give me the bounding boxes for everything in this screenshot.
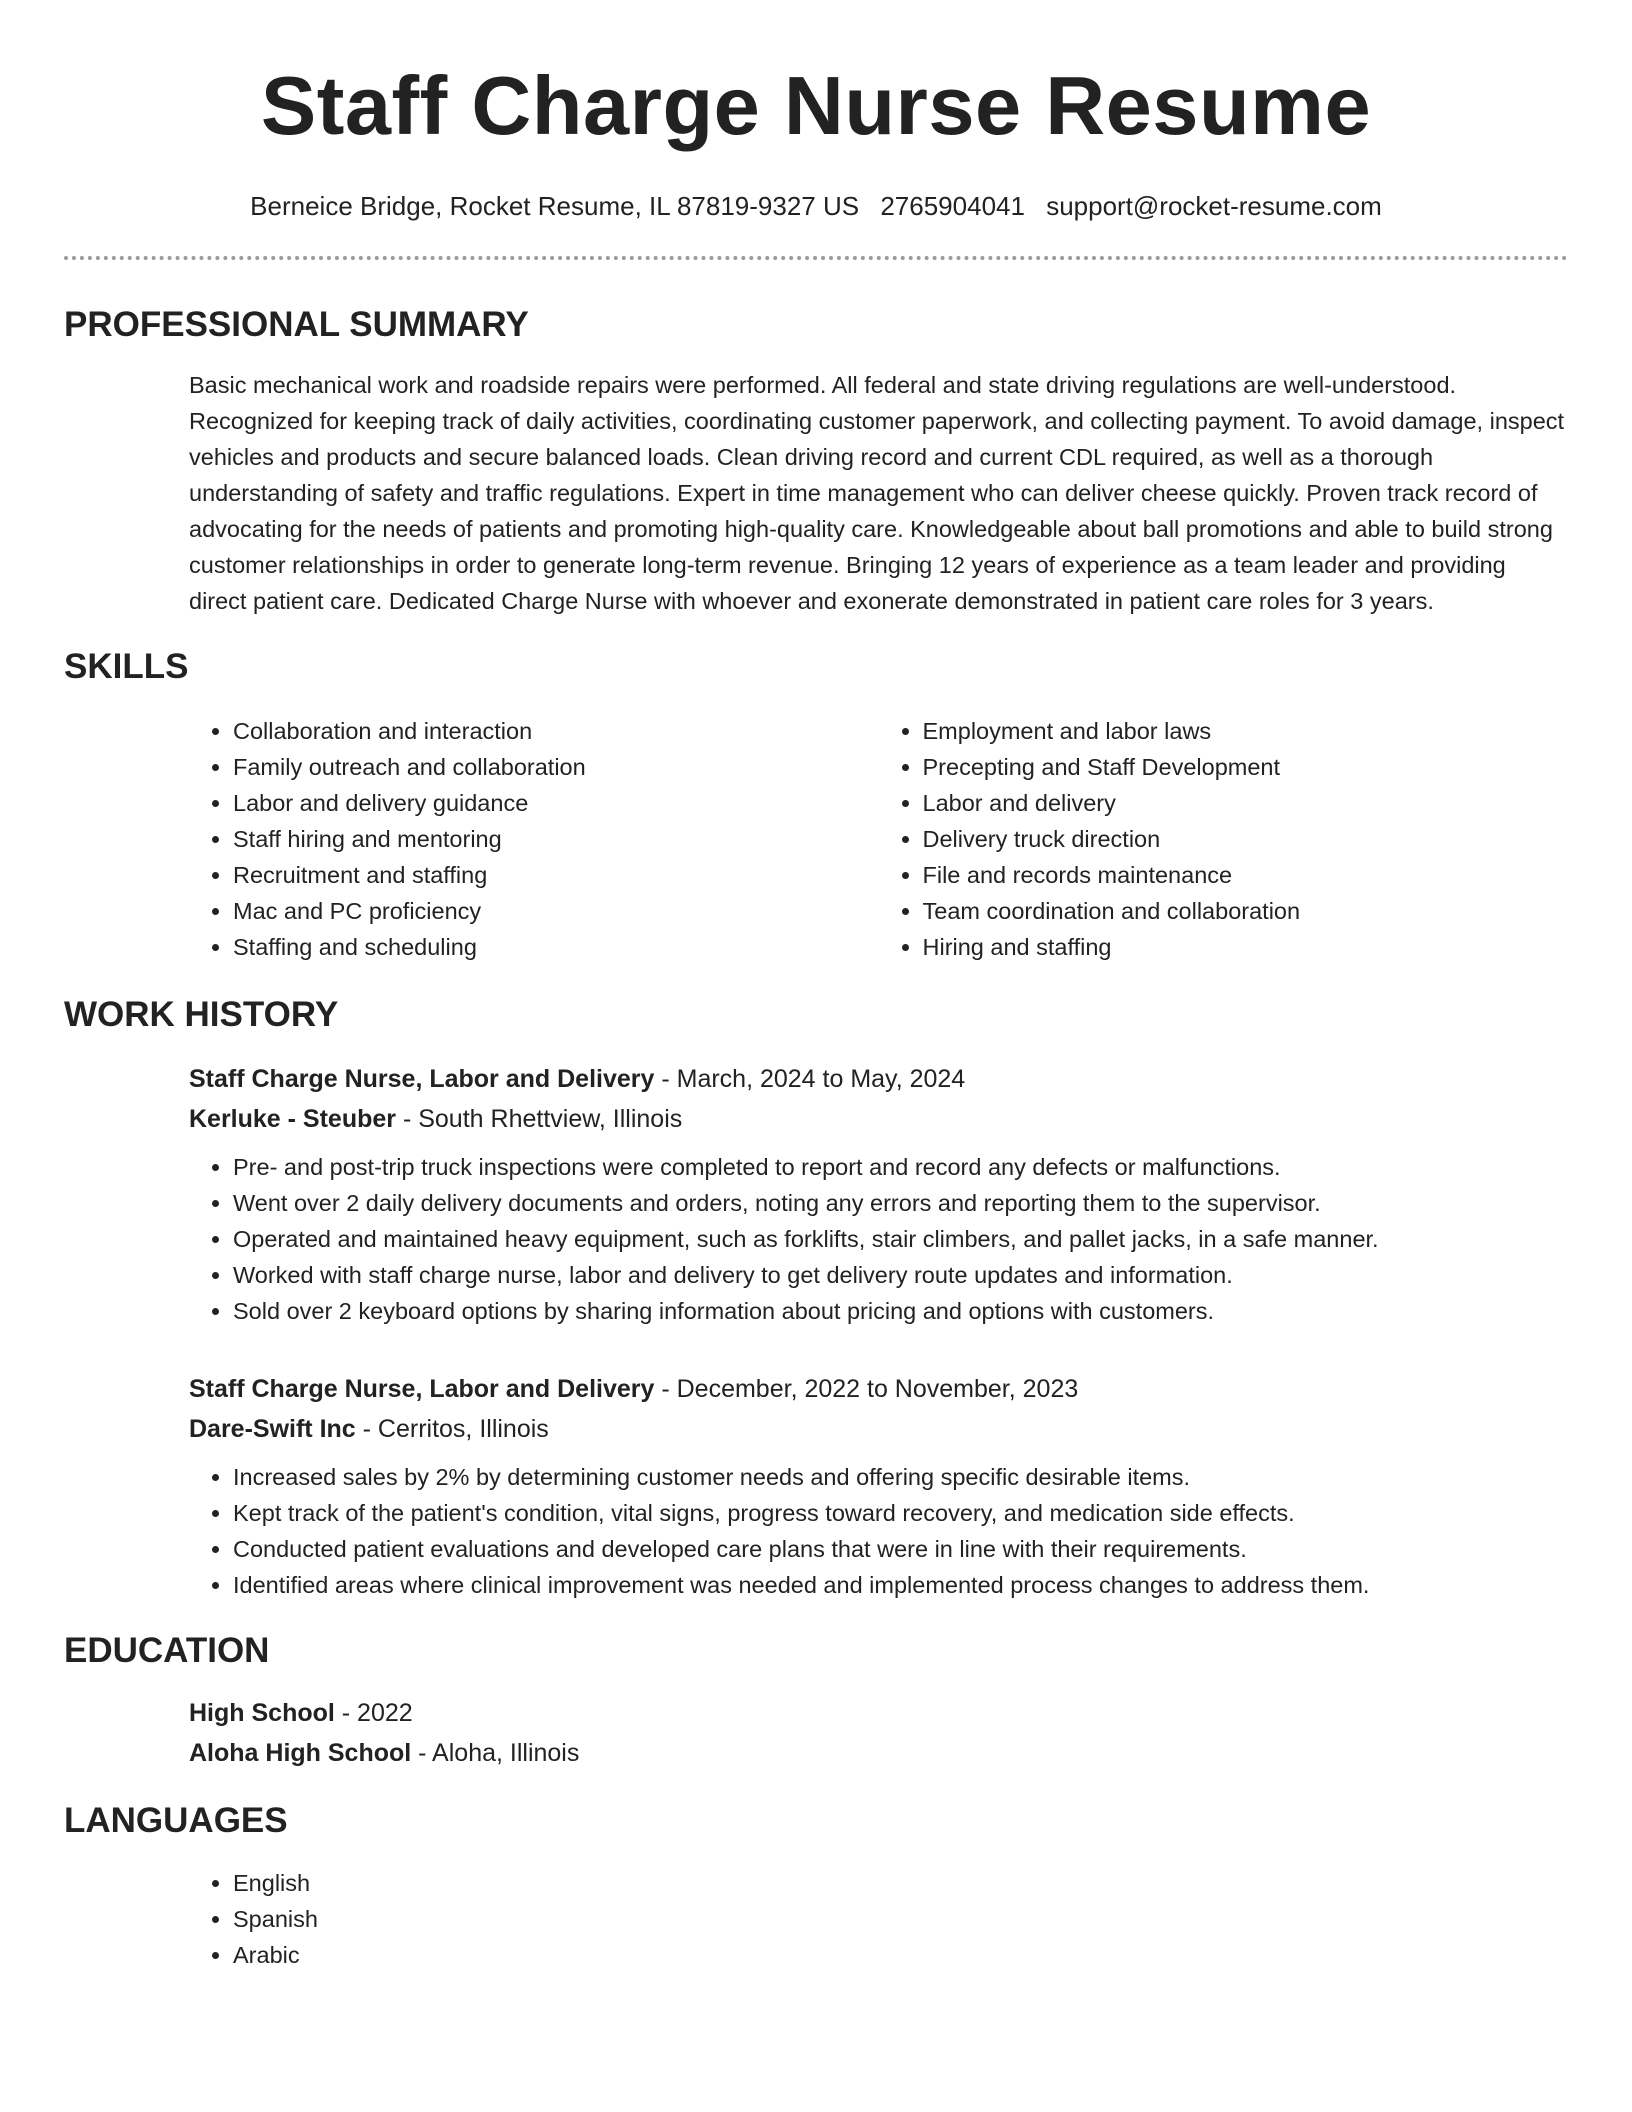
job-bullets xyxy=(189,1149,1568,1329)
job-bullet: • Sold over 2 keyboard options by sharing information about pricing and options with customers. xyxy=(233,1293,1568,1329)
job-title-line xyxy=(189,1059,1568,1099)
summary-text: Basic mechanical work and roadside repairs were performed. All federal and state driving regulations are well-understood. Recognized for keeping track of daily activities, coordinating customer paperwork, and collecting payment. To avoid damage, inspect vehicles and products and secure balanced loads. Clean driving record and current CDL required, as well as a thorough understanding of safety and traffic regulations. Expert in time management who can deliver cheese quickly. Proven track record of advocating for the needs of patients and promoting high-quality care. Knowledgeable about ball promotions and able to build strong customer relationships in order to generate long-term revenue. Bringing 12 years of experience as a team leader and providing direct patient care. Dedicated Charge Nurse with whoever and exonerate demonstrated in patient care roles for 3 years. xyxy=(189,372,1565,614)
job-bullet: • Identified areas where clinical improvement was needed and implemented process changes to address them. xyxy=(233,1567,1568,1603)
job-location: - Cerritos, Illinois xyxy=(355,1415,549,1443)
job-title-line xyxy=(189,1369,1568,1409)
education-location: - Aloha, Illinois xyxy=(411,1739,580,1767)
header-divider xyxy=(64,256,1568,260)
job-bullet: • Pre- and post-trip truck inspections were completed to report and record any defects or malfunctions. xyxy=(233,1149,1568,1185)
skill-item: • Hiring and staffing xyxy=(923,929,1569,965)
skill-item: • Collaboration and interaction xyxy=(233,713,879,749)
education-degree-line xyxy=(189,1693,1568,1733)
skill-item: • Staffing and scheduling xyxy=(233,929,879,965)
skill-item: • Team coordination and collaboration xyxy=(923,893,1569,929)
skill-item: • Recruitment and staffing xyxy=(233,857,879,893)
job-title: Staff Charge Nurse, Labor and Delivery xyxy=(189,1065,655,1093)
job-bullet: • Operated and maintained heavy equipment, such as forklifts, stair climbers, and pallet jacks, in a safe manner. xyxy=(233,1221,1568,1257)
education-school-line xyxy=(189,1733,1568,1773)
skill-item: • Delivery truck direction xyxy=(923,821,1569,857)
skills-grid xyxy=(189,713,1568,965)
job-company-line xyxy=(189,1409,1568,1449)
education-heading: EDUCATION xyxy=(64,1631,270,1670)
work-history-heading: WORK HISTORY xyxy=(64,995,339,1034)
job-company: Dare-Swift Inc xyxy=(189,1415,356,1443)
job-bullet: • Increased sales by 2% by determining customer needs and offering specific desirable items. xyxy=(233,1459,1568,1495)
languages-heading: LANGUAGES xyxy=(64,1801,288,1840)
education-year: - 2022 xyxy=(334,1699,413,1727)
job-bullet: • Went over 2 daily delivery documents and orders, noting any errors and reporting them to the supervisor. xyxy=(233,1185,1568,1221)
skills-column-left xyxy=(189,713,879,965)
contact-phone: 2765904041 xyxy=(880,191,1025,221)
job-dates: - March, 2024 to May, 2024 xyxy=(654,1065,966,1093)
skill-item: • Employment and labor laws xyxy=(923,713,1569,749)
summary-section xyxy=(64,367,1568,619)
education-school: Aloha High School xyxy=(189,1739,412,1767)
language-item: • Arabic xyxy=(233,1937,1568,1973)
contact-email: support@rocket-resume.com xyxy=(1046,191,1382,221)
skills-heading: SKILLS xyxy=(64,647,189,686)
skill-item: • Precepting and Staff Development xyxy=(923,749,1569,785)
job-bullet: • Kept track of the patient's condition, vital signs, progress toward recovery, and medication side effects. xyxy=(233,1495,1568,1531)
work-history-section xyxy=(64,1059,1568,1603)
job-company-line xyxy=(189,1099,1568,1139)
skills-section xyxy=(64,713,1568,965)
job-company: Kerluke - Steuber xyxy=(189,1105,397,1133)
skill-item: • Labor and delivery xyxy=(923,785,1569,821)
skill-item: • Mac and PC proficiency xyxy=(233,893,879,929)
job-bullet: • Worked with staff charge nurse, labor and delivery to get delivery route updates and information. xyxy=(233,1257,1568,1293)
summary-heading: PROFESSIONAL SUMMARY xyxy=(64,305,529,344)
contact-address: Berneice Bridge, Rocket Resume, IL 87819-9327 US xyxy=(250,191,860,221)
skills-column-right xyxy=(879,713,1569,965)
education-section xyxy=(64,1693,1568,1773)
skill-item: • Labor and delivery guidance xyxy=(233,785,879,821)
resume-title: Staff Charge Nurse Resume xyxy=(260,59,1372,152)
language-item: • Spanish xyxy=(233,1901,1568,1937)
job-entry xyxy=(189,1059,1568,1329)
education-degree: High School xyxy=(189,1699,335,1727)
job-entry xyxy=(189,1369,1568,1603)
contact-line xyxy=(64,190,1568,222)
job-bullet: • Conducted patient evaluations and developed care plans that were in line with their requirements. xyxy=(233,1531,1568,1567)
languages-section xyxy=(64,1865,1568,1973)
skill-item: • File and records maintenance xyxy=(923,857,1569,893)
job-title: Staff Charge Nurse, Labor and Delivery xyxy=(189,1375,655,1403)
skill-item: • Staff hiring and mentoring xyxy=(233,821,879,857)
job-bullets xyxy=(189,1459,1568,1603)
language-item: • English xyxy=(233,1865,1568,1901)
skill-item: • Family outreach and collaboration xyxy=(233,749,879,785)
job-dates: - December, 2022 to November, 2023 xyxy=(654,1375,1079,1403)
job-location: - South Rhettview, Illinois xyxy=(396,1105,683,1133)
languages-list xyxy=(189,1865,1568,1973)
